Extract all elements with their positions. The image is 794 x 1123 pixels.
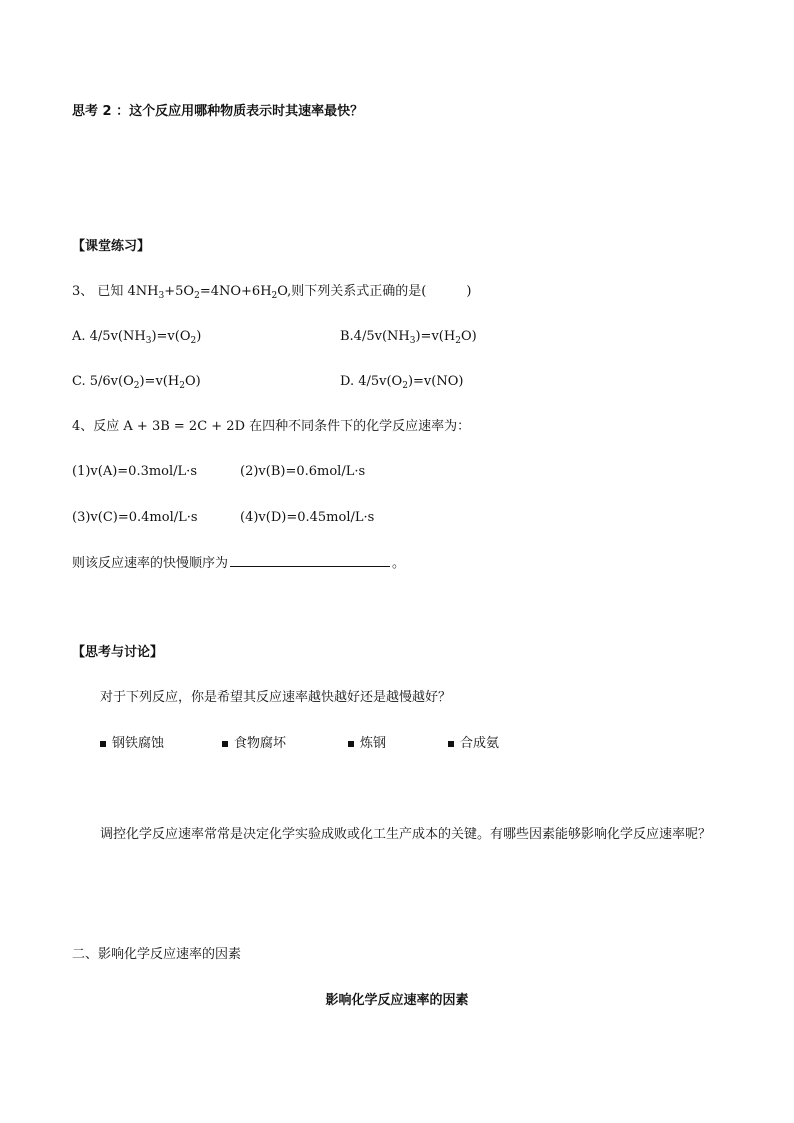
bullet-item: 合成氨	[448, 735, 499, 753]
square-bullet-icon	[348, 741, 354, 747]
intro-paragraph: 调控化学反应速率常常是决定化学实验成败或化工生产成本的关键。有哪些因素能够影响化学反应速率呢？	[100, 827, 712, 842]
table-title: 影响化学反应速率的因素	[325, 993, 469, 1008]
think-2: 思考 2 ：这个反应用哪种物质表示时其速率最快？	[72, 104, 364, 119]
discussion-question: 对于下列反应，你是希望其反应速率越快越好还是越慢越好？	[100, 690, 452, 705]
rate-1: (1)v(A)=0.3mol/L·s	[72, 464, 197, 479]
option-d: D. $4/5v(O_2)=v(NO)$	[340, 374, 464, 391]
square-bullet-icon	[222, 741, 228, 747]
rate-4: (4)v(D)=0.45mol/L·s	[240, 510, 375, 525]
answer-blank[interactable]	[230, 554, 390, 567]
rate-order: 则该反应速率的快慢顺序为 。	[72, 556, 406, 571]
exercise-heading: 【课堂练习】	[72, 239, 151, 254]
bullet-item: 钢铁腐蚀	[100, 735, 164, 753]
option-b: $B.4/5v(NH_3)=v(H_2O)$	[340, 329, 477, 346]
question-4-stem: 4、反应 A + 3B = 2C + 2D 在四种不同条件下的化学反应速率为：	[72, 419, 471, 434]
bullet-item: 炼钢	[348, 735, 386, 753]
rate-2: (2)v(B)=0.6mol/L·s	[240, 464, 366, 479]
square-bullet-icon	[100, 741, 106, 747]
rate-3: (3)v(C)=0.4mol/L·s	[72, 510, 198, 525]
option-c: C. $5/6v(O_2)=v(H_2O)$	[72, 374, 201, 391]
bullet-item: 食物腐坏	[222, 735, 286, 753]
discussion-heading: 【思考与讨论】	[72, 645, 164, 660]
question-3: 3、 已知 $4NH_3+5O_2=4NO+6H_2O$,则下列关系式正确的是( )	[72, 284, 472, 301]
option-a: A. $4/5v(NH_3)=v(O_2)$	[72, 329, 202, 346]
square-bullet-icon	[448, 741, 454, 747]
section-2-heading: 二、影响化学反应速率的因素	[72, 947, 242, 962]
